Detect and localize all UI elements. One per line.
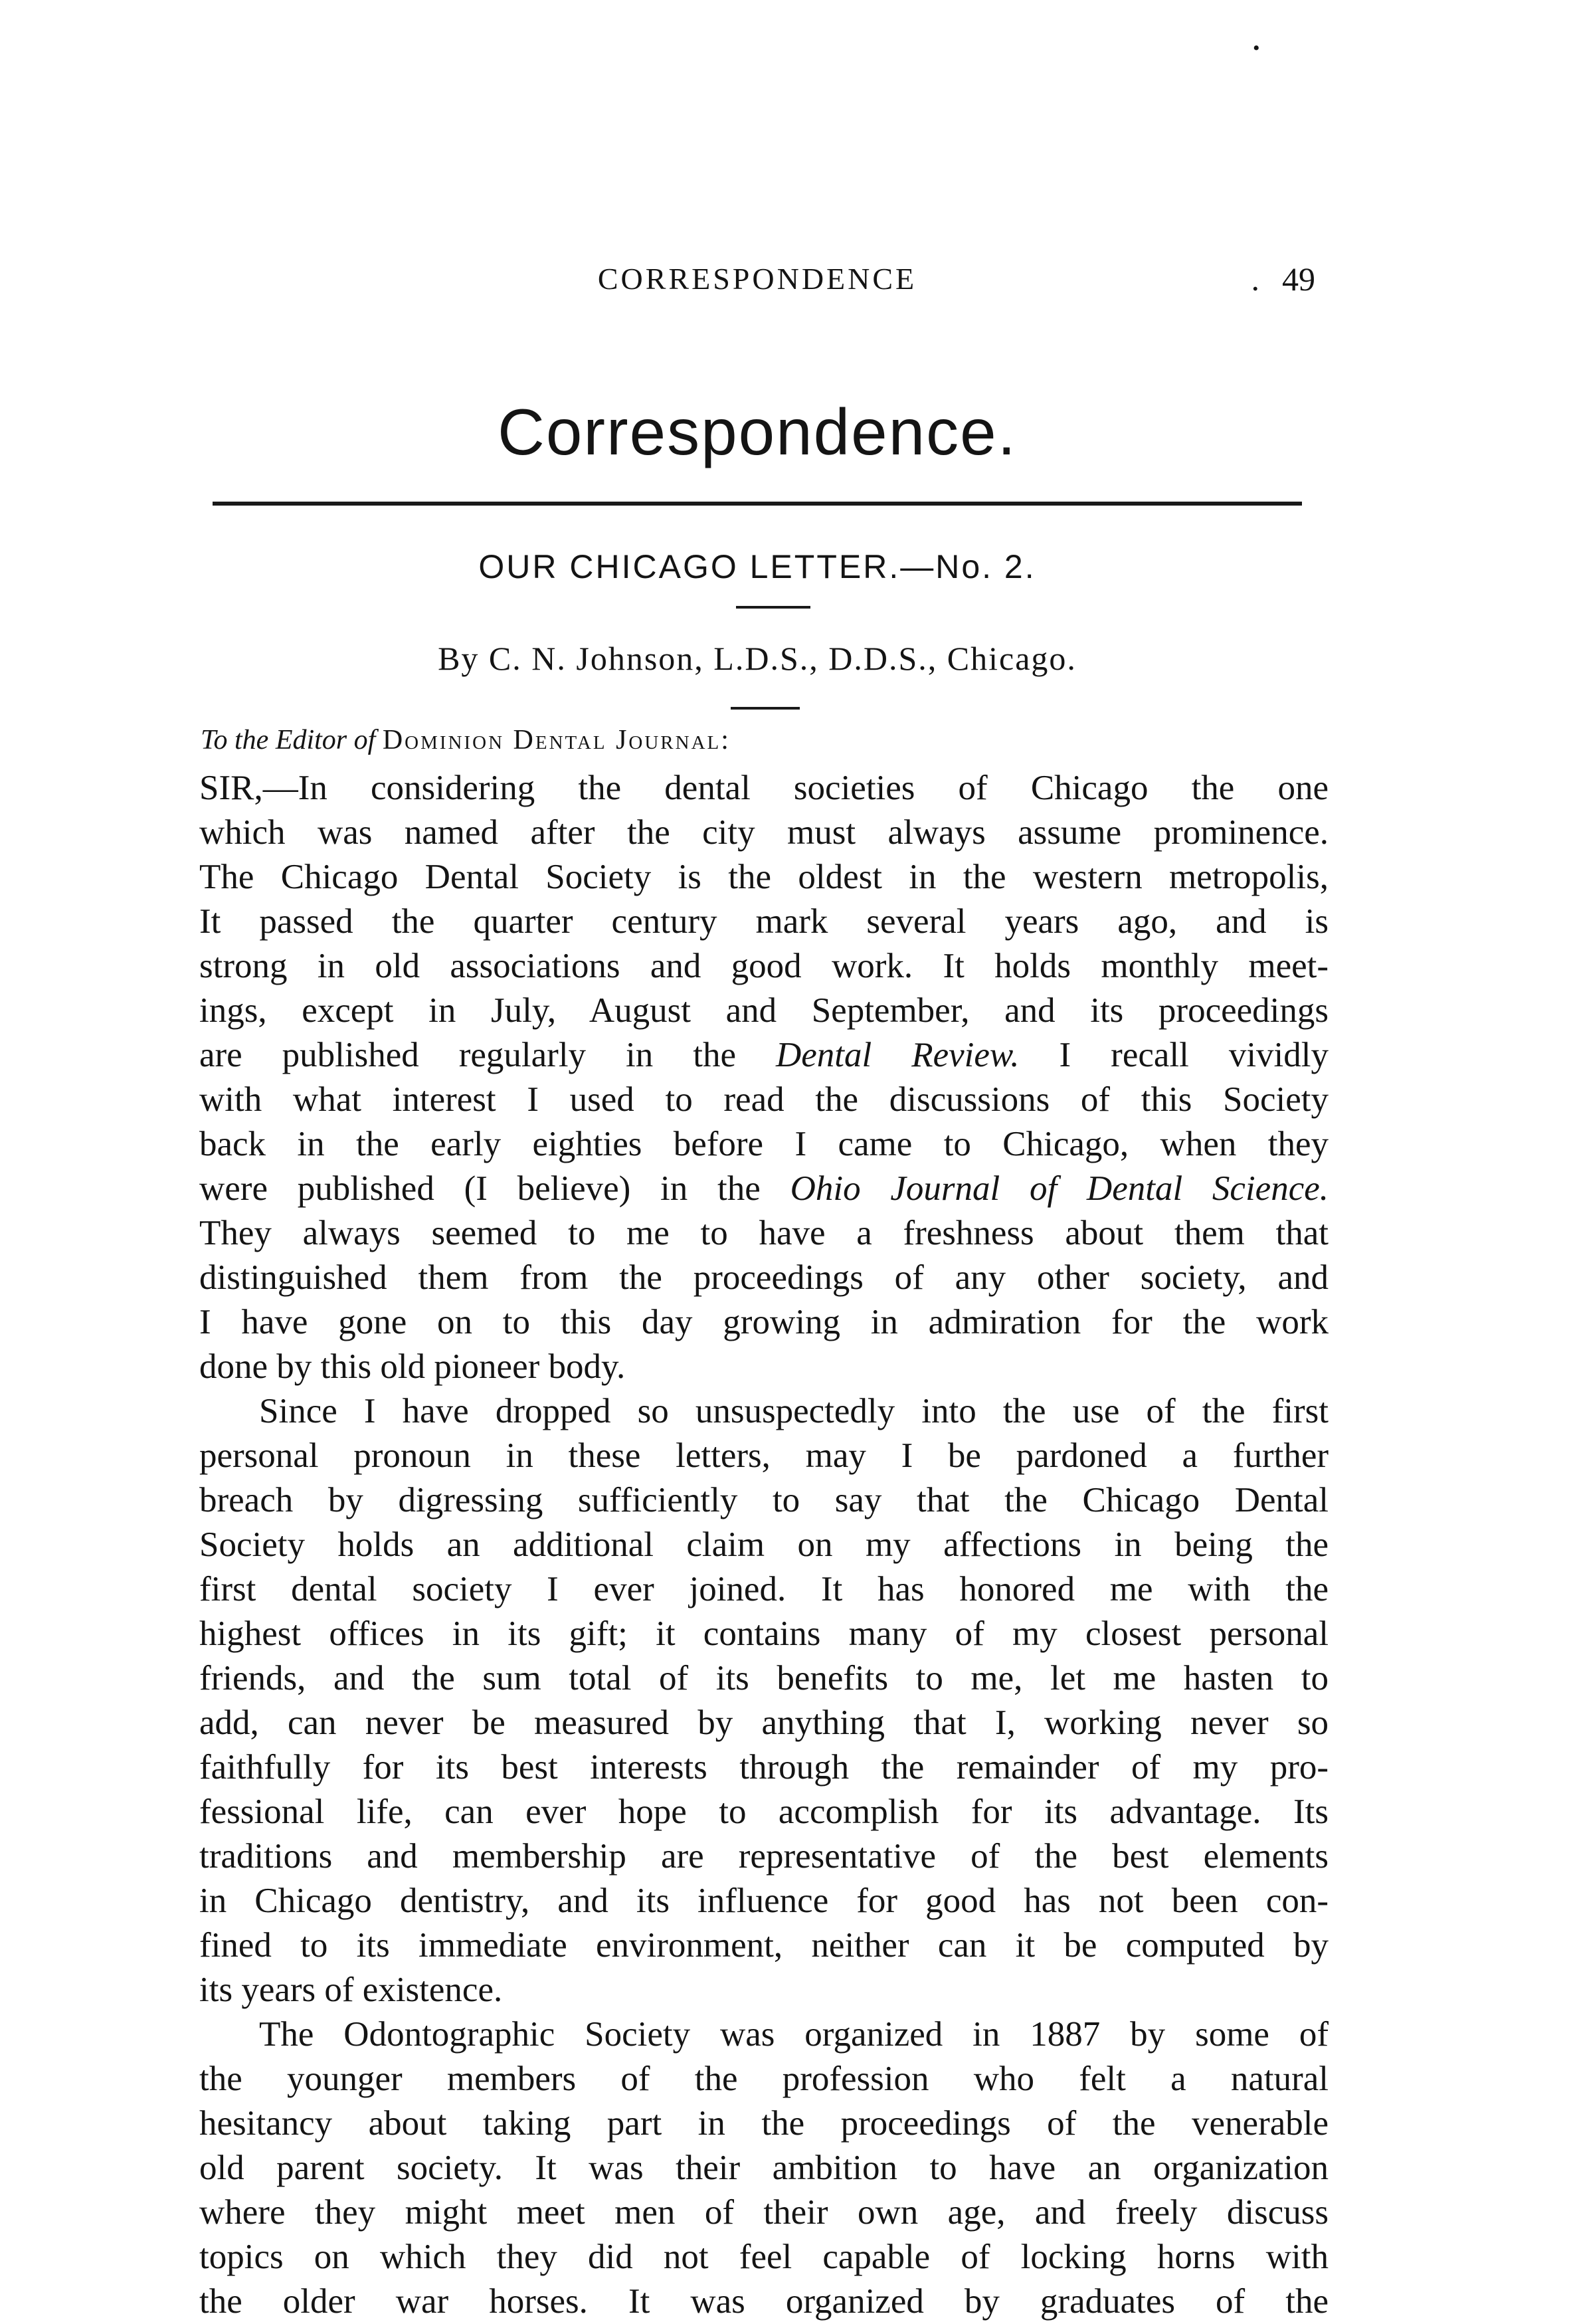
text-line: first dental society I ever joined. It has honored me with the bbox=[199, 1570, 1329, 1608]
running-title: CORRESPONDENCE bbox=[597, 262, 917, 296]
page-number-block: . 49 bbox=[1251, 260, 1315, 298]
title-rule bbox=[213, 502, 1302, 506]
text-line: friends, and the sum total of its benefits to me, let me hasten to bbox=[199, 1659, 1329, 1697]
salutation-to: To the Editor of bbox=[201, 725, 376, 755]
text-line: done by this old pioneer body. bbox=[199, 1347, 626, 1386]
letter-body bbox=[199, 766, 1329, 2324]
text-line: The Odontographic Society was organized in 1887 by some of bbox=[259, 2015, 1329, 2054]
text-line: I have gone on to this day growing in admiration for the work bbox=[199, 1303, 1329, 1341]
text-line: which was named after the city must always assume prominence. bbox=[199, 813, 1329, 852]
text-line: The Chicago Dental Society is the oldest in the western metropolis, bbox=[199, 858, 1329, 896]
text-line: its years of existence. bbox=[199, 1971, 503, 2009]
text-line: were published (I believe) in the Ohio Journal of Dental Science. bbox=[199, 1169, 1329, 1208]
byline: By C. N. Johnson, L.D.S., D.D.S., Chicago. bbox=[438, 640, 1077, 677]
text-line: the older war horses. It was organized by graduates of the bbox=[199, 2282, 1329, 2321]
text-line: where they might meet men of their own age, and freely discuss bbox=[199, 2193, 1329, 2232]
salutation-journal: Dominion Dental Journal: bbox=[382, 725, 731, 755]
text-line: It passed the quarter century mark several years ago, and is bbox=[199, 902, 1329, 941]
page-number: 49 bbox=[1282, 260, 1315, 298]
text-line: the younger members of the profession who felt a natural bbox=[199, 2060, 1329, 2098]
text-line: Society holds an additional claim on my affections in being the bbox=[199, 1525, 1329, 1564]
text-line: add, can never be measured by anything that I, working never so bbox=[199, 1703, 1329, 1742]
text-line: in Chicago dentistry, and its influence for good has not been con- bbox=[199, 1882, 1329, 1920]
text-line: Since I have dropped so unsuspectedly into the use of the first bbox=[259, 1392, 1329, 1430]
text-line: They always seemed to me to have a freshness about them that bbox=[199, 1214, 1329, 1252]
text-line: distinguished them from the proceedings of any other society, and bbox=[199, 1258, 1329, 1297]
text-line: topics on which they did not feel capable of locking horns with bbox=[199, 2238, 1329, 2276]
text-line: traditions and membership are representative of the best elements bbox=[199, 1837, 1329, 1876]
text-line: are published regularly in the Dental Review. I recall vividly bbox=[199, 1036, 1329, 1074]
salutation bbox=[201, 722, 731, 759]
text-line: strong in old associations and good work. It holds monthly meet- bbox=[199, 947, 1329, 985]
text-line: fined to its immediate environment, neither can it be computed by bbox=[199, 1926, 1329, 1965]
running-header bbox=[199, 259, 1315, 299]
text-line: hesitancy about taking part in the proceedings of the venerable bbox=[199, 2104, 1329, 2143]
text-line: old parent society. It was their ambition to have an organization bbox=[199, 2149, 1329, 2187]
text-line: back in the early eighties before I came to Chicago, when they bbox=[199, 1125, 1329, 1163]
text-line: with what interest I used to read the discussions of this Society bbox=[199, 1080, 1329, 1119]
text-line: highest offices in its gift; it contains many of my closest personal bbox=[199, 1614, 1329, 1653]
text-line: SIR,—In considering the dental societies of Chicago the one bbox=[199, 769, 1329, 807]
journal-title: Ohio Journal of Dental Science. bbox=[790, 1169, 1329, 1208]
divider-rule bbox=[731, 707, 800, 710]
text-line: faithfully for its best interests through the remainder of my pro- bbox=[199, 1748, 1329, 1787]
letter-heading: OUR CHICAGO LETTER.—No. 2. bbox=[478, 548, 1036, 585]
page-title: Correspondence. bbox=[498, 395, 1017, 468]
corner-mark: • bbox=[1253, 37, 1260, 59]
text-line: personal pronoun in these letters, may I be pardoned a further bbox=[199, 1436, 1329, 1475]
journal-title: Dental Review. bbox=[775, 1036, 1020, 1074]
text-line: ings, except in July, August and September, and its proceedings bbox=[199, 991, 1329, 1030]
text-line: breach by digressing sufficiently to say that the Chicago Dental bbox=[199, 1481, 1329, 1519]
divider-rule bbox=[736, 606, 810, 609]
text-line: fessional life, can ever hope to accomplish for its advantage. Its bbox=[199, 1792, 1329, 1831]
